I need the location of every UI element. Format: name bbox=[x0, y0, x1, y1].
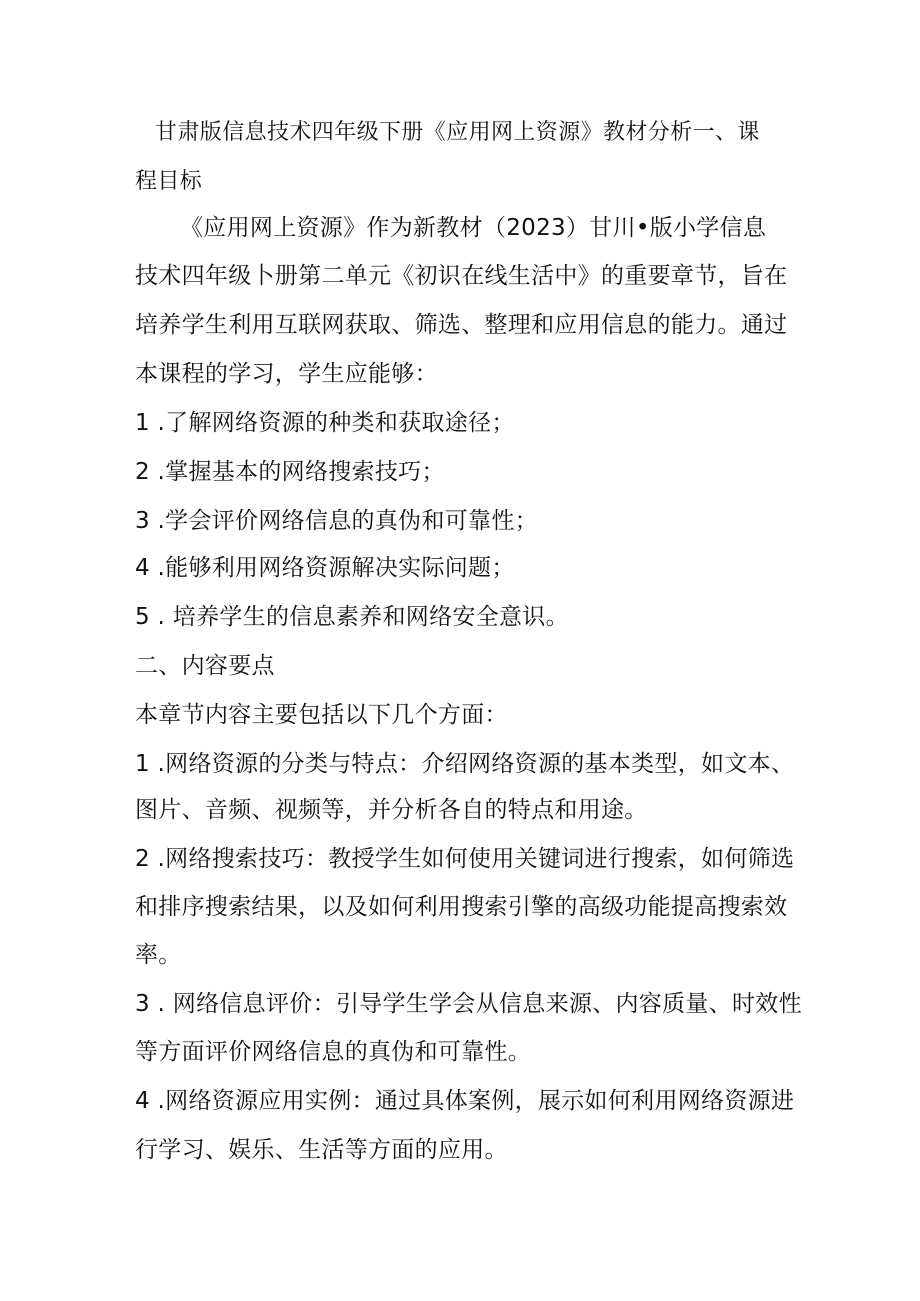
intro-line-3: 培养学生利用互联网获取、筛选、整理和应用信息的能力。通过 bbox=[135, 312, 788, 338]
objective-item-4: 4 .能够利用网络资源解决实际问题； bbox=[135, 555, 515, 581]
objective-item-1: 1 .了解网络资源的种类和获取途径； bbox=[135, 410, 515, 436]
objective-item-2: 2 .掌握基本的网络搜索技巧； bbox=[135, 459, 445, 485]
document-title-line-2: 程目标 bbox=[135, 169, 203, 194]
objective-item-5: 5 . 培养学生的信息素养和网络安全意识。 bbox=[135, 604, 569, 630]
point-2-line-1: 2 .网络搜索技巧：教授学生如何使用关键词进行搜索，如何筛选 bbox=[135, 846, 795, 872]
point-3-line-2: 等方面评价网络信息的真伪和可靠性。 bbox=[135, 1039, 532, 1065]
objective-item-3: 3 .学会评价网络信息的真伪和可靠性； bbox=[135, 508, 538, 534]
point-2-line-3: 率。 bbox=[135, 942, 182, 968]
point-2-line-2: 和排序搜索结果，以及如何利用搜索引擎的高级功能提高搜索效 bbox=[135, 894, 788, 920]
point-1-line-1: 1 .网络资源的分类与特点：介绍网络资源的基本类型，如文本、 bbox=[135, 751, 795, 777]
document-title-line-1: 甘肃版信息技术四年级下册《应用网上资源》教材分析一、课 bbox=[155, 120, 760, 145]
section-2-heading: 二、内容要点 bbox=[135, 653, 275, 679]
intro-line-2: 技术四年级卜册第二单元《初识在线生活中》的重要章节，旨在 bbox=[135, 263, 788, 289]
point-4-line-2: 行学习、娱乐、生活等方面的应用。 bbox=[135, 1137, 508, 1163]
intro-line-4: 本课程的学习，学生应能够： bbox=[135, 361, 438, 387]
point-3-line-1: 3 . 网络信息评价：引导学生学会从信息来源、内容质量、时效性 bbox=[135, 991, 802, 1017]
point-1-line-2: 图片、音频、视频等，并分析各自的特点和用途。 bbox=[135, 797, 648, 823]
section-2-intro: 本章节内容主要包括以下几个方面： bbox=[135, 702, 508, 728]
point-4-line-1: 4 .网络资源应用实例：通过具体案例，展示如何利用网络资源进 bbox=[135, 1088, 795, 1114]
intro-line-1: 《应用网上资源》作为新教材（2023）甘川•版小学信息 bbox=[180, 215, 767, 241]
